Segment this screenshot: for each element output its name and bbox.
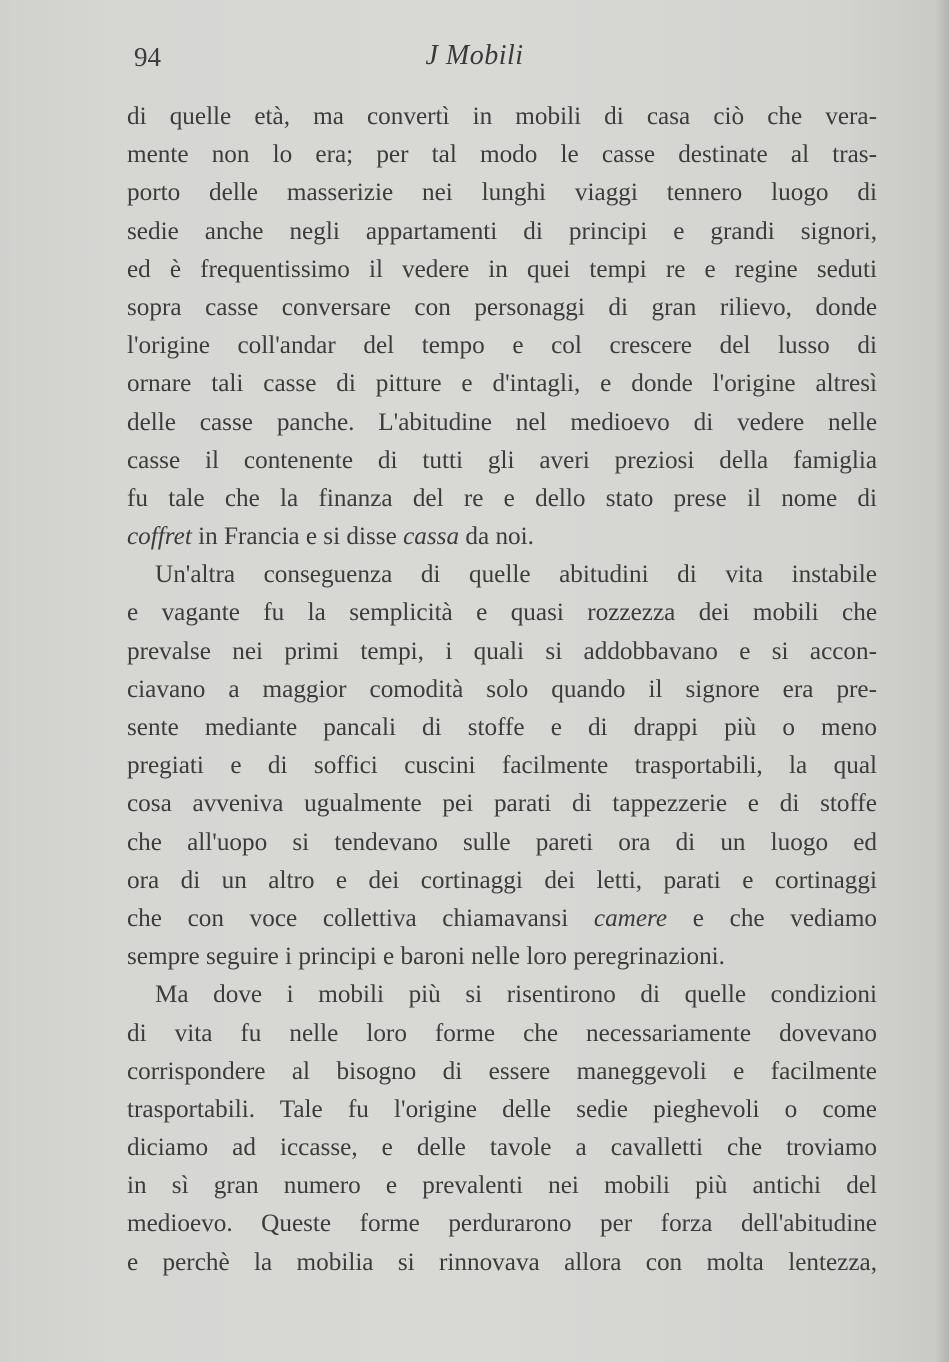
- text-line: casse il contenente di tutti gli averi preziosi della famiglia: [127, 446, 877, 474]
- text-line-paragraph-end: [127, 518, 877, 556]
- text-line-paragraph-end: sempre seguire i principi e baroni nelle loro peregrinazioni.: [127, 943, 725, 971]
- page-header: [0, 36, 949, 80]
- text-line: corrispondere al bisogno di essere maneggevoli e facilmente: [127, 1057, 877, 1085]
- text-fragment: da noi.: [465, 523, 534, 551]
- text-fragment: e che vediamo: [692, 904, 878, 932]
- text-line: medioevo. Queste forme perdurarono per forza dell'abitudine: [127, 1210, 877, 1238]
- italic-term-camere: camere: [593, 904, 668, 932]
- body-text: [127, 98, 877, 1282]
- text-line: trasportabili. Tale fu l'origine delle sedie pieghevoli o come: [127, 1095, 877, 1123]
- text-line: prevalse nei primi tempi, i quali si addobbavano e si accon-: [127, 637, 877, 665]
- text-line: sopra casse conversare con personaggi di gran rilievo, donde: [127, 293, 877, 321]
- text-line: ornare tali casse di pitture e d'intagli, e donde l'origine altresì: [127, 370, 877, 398]
- text-line: porto delle masserizie nei lunghi viaggi tennero luogo di: [127, 179, 877, 207]
- text-line: sente mediante pancali di stoffe e di drappi più o meno: [127, 714, 877, 741]
- text-line: di quelle età, ma convertì in mobili di casa ciò che vera-: [127, 103, 877, 130]
- running-title: J Mobili: [425, 40, 524, 71]
- text-line: sedie anche negli appartamenti di principi e grandi signori,: [127, 217, 877, 245]
- text-line: fu tale che la finanza del re e dello stato prese il nome di: [127, 484, 877, 512]
- text-line: mente non lo era; per tal modo le casse destinate al tras-: [127, 141, 877, 169]
- italic-term-cassa: cassa: [403, 523, 460, 551]
- text-fragment: in Francia e si disse: [198, 523, 397, 551]
- text-line: e vagante fu la semplicità e quasi rozzezza dei mobili che: [127, 599, 877, 627]
- text-line: cosa avveniva ugualmente pei parati di tappezzerie e di stoffe: [127, 790, 877, 818]
- text-line: di vita fu nelle loro forme che necessariamente dovevano: [127, 1019, 877, 1047]
- text-line: [127, 900, 877, 938]
- page-number: 94: [134, 42, 161, 72]
- text-line: e perchè la mobilia si rinnovava allora con molta lentezza,: [127, 1248, 877, 1276]
- text-line: l'origine coll'andar del tempo e col crescere del lusso di: [127, 332, 877, 360]
- text-line: ciavano a maggior comodità solo quando il signore era pre-: [127, 675, 877, 703]
- text-line: diciamo ad iccasse, e delle tavole a cavalletti che troviamo: [127, 1134, 877, 1162]
- text-fragment: che con voce collettiva chiamavansi: [127, 904, 569, 932]
- text-line-paragraph-start: Un'altra conseguenza di quelle abitudini di vita instabile: [155, 561, 877, 589]
- text-line: ora di un altro e dei cortinaggi dei letti, parati e cortinaggi: [127, 866, 877, 894]
- page-edge-shadow: [935, 0, 949, 1362]
- text-line-paragraph-start: Ma dove i mobili più si risentirono di quelle condizioni: [155, 981, 877, 1009]
- text-line: in sì gran numero e prevalenti nei mobili più antichi del: [127, 1172, 877, 1200]
- text-line: delle casse panche. L'abitudine nel medioevo di vedere nelle: [127, 408, 877, 436]
- text-line: che all'uopo si tendevano sulle pareti ora di un luogo ed: [127, 828, 877, 856]
- text-line: pregiati e di soffici cuscini facilmente trasportabili, la qual: [127, 752, 877, 780]
- text-line: ed è frequentissimo il vedere in quei tempi re e regine seduti: [127, 255, 877, 283]
- italic-term-coffret: coffret: [127, 523, 192, 551]
